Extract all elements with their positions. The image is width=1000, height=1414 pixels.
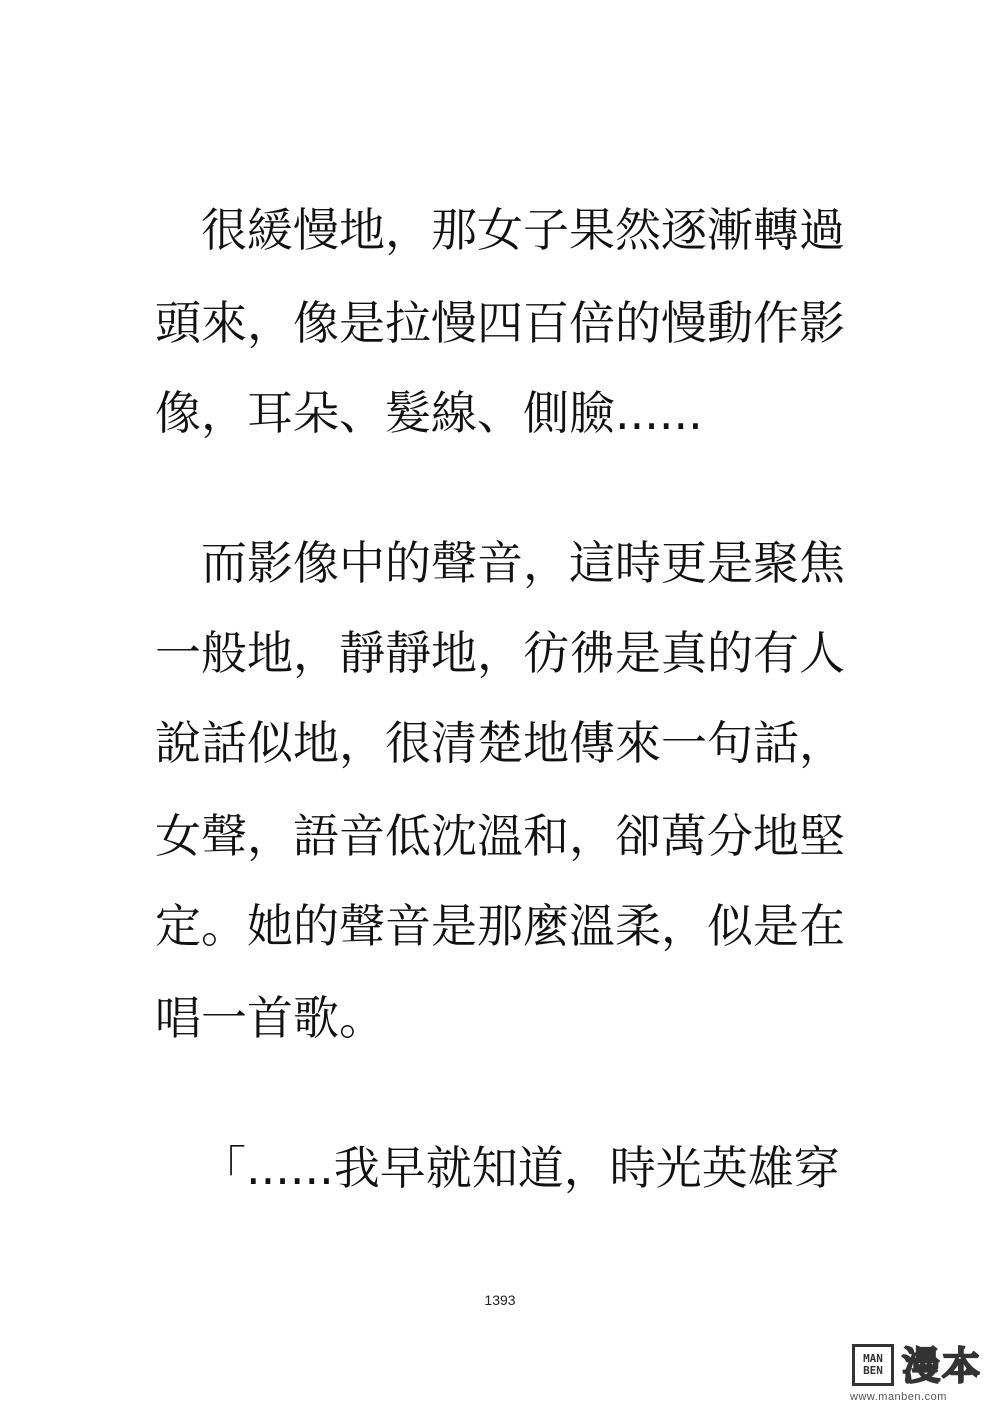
text-line: 唱一首歌。	[155, 991, 385, 1045]
text-line: 「......我早就知道，時光英雄穿	[200, 1141, 840, 1195]
text-line: 像，耳朵、髮線、側臉......	[155, 386, 703, 440]
text-line: 說話似地，很清楚地傳來一句話，	[155, 716, 845, 770]
text-line: 定。她的聲音是那麼溫柔，似是在	[155, 899, 845, 953]
text-line: 頭來，像是拉慢四百倍的慢動作影	[155, 296, 845, 350]
text-line: 而影像中的聲音，這時更是聚焦	[155, 536, 845, 590]
page-number: 1393	[484, 1292, 516, 1308]
text-line: 很緩慢地，那女子果然逐漸轉過	[155, 203, 845, 257]
watermark-chinese: 漫本	[902, 1344, 983, 1388]
watermark-logo	[850, 1344, 990, 1406]
watermark-url: www.manben.com	[850, 1391, 947, 1403]
watermark-box-bottom: BEN	[863, 1364, 883, 1377]
text-line: 一般地，靜靜地，彷彿是真的有人	[155, 626, 845, 680]
watermark-box-logo	[852, 1344, 894, 1386]
text-line: 女聲，語音低沈溫和，卻萬分地堅	[155, 809, 845, 863]
watermark-box-top: MAN	[863, 1352, 883, 1365]
